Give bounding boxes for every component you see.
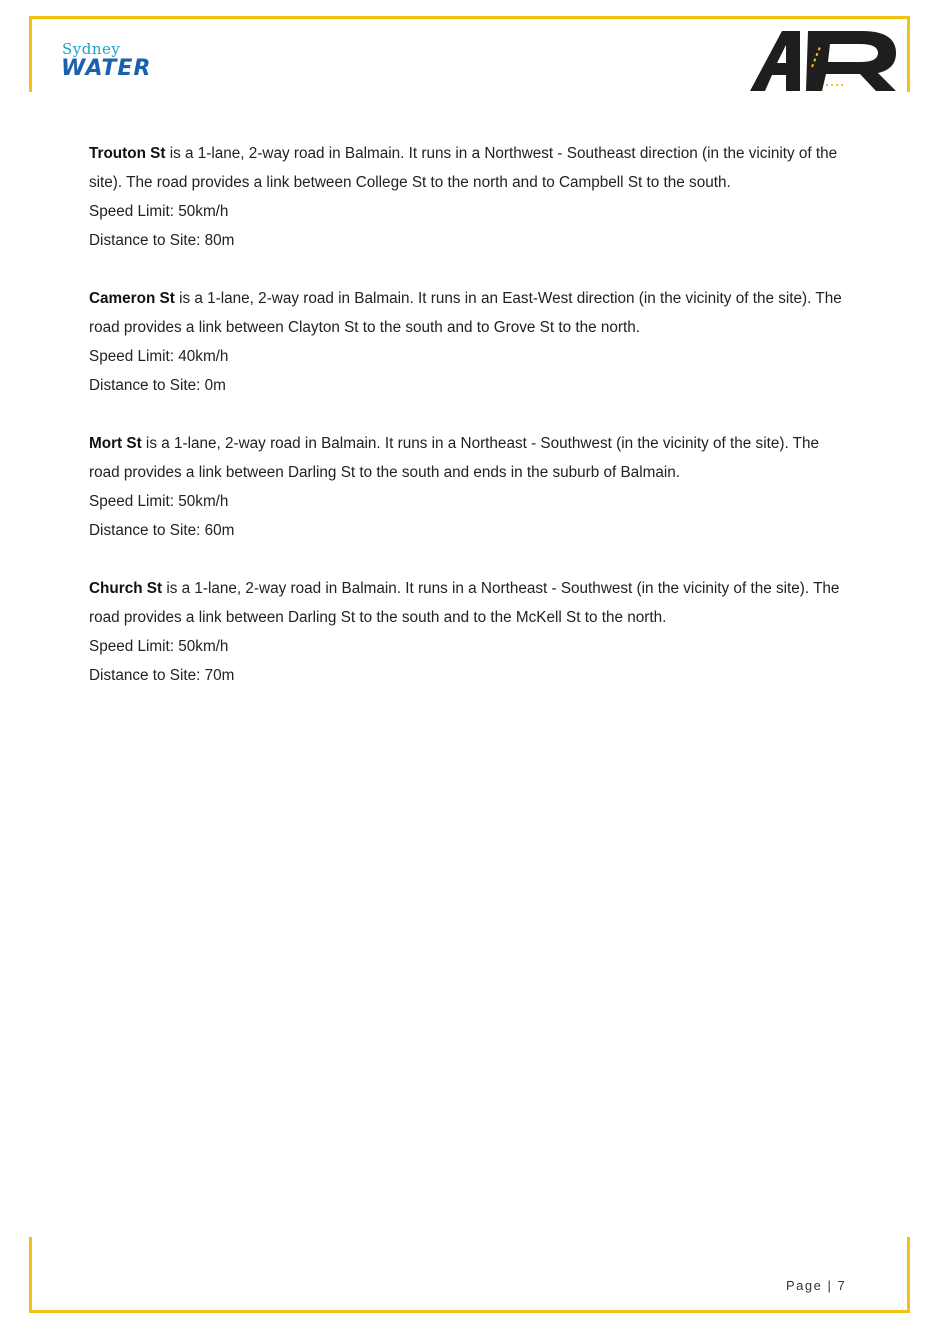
speed-limit: Speed Limit: 40km/h [89,348,229,365]
road-description [89,284,851,342]
logo-sydney-text: Sydney [62,40,121,58]
page-number: Page | 7 [786,1278,847,1293]
road-description-text: is a 1-lane, 2-way road in Balmain. It runs in a Northeast - Southwest (in the vicinity of the site). The road provides a link between Darling St to the south and to the McKell St to the north. [89,580,840,626]
speed-limit: Speed Limit: 50km/h [89,203,229,220]
road-description [89,429,851,487]
speed-limit: Speed Limit: 50km/h [89,638,229,655]
road-name: Trouton St [89,145,166,162]
ar-logo [750,27,900,93]
road-description-text: is a 1-lane, 2-way road in Balmain. It runs in a Northwest - Southeast direction (in the vicinity of the site). The road provides a link between College St to the north and to Campbell St to the south. [89,145,838,191]
footer-frame [29,1237,910,1313]
ar-logo-mark [750,27,900,93]
road-section-cameron [89,284,851,400]
distance-to-site: Distance to Site: 80m [89,232,235,249]
road-section-church [89,574,851,690]
road-description-text: is a 1-lane, 2-way road in Balmain. It runs in a Northeast - Southwest (in the vicinity of the site). The road provides a link between Darling St to the south and ends in the suburb of Balmain. [89,435,820,481]
distance-to-site: Distance to Site: 0m [89,377,226,394]
speed-limit: Speed Limit: 50km/h [89,493,229,510]
distance-to-site: Distance to Site: 70m [89,667,235,684]
road-name: Church St [89,580,163,597]
sydney-water-logo [60,40,170,88]
road-section-trouton [89,139,851,255]
document-body [89,139,851,719]
road-description [89,574,851,632]
road-name: Cameron St [89,290,175,307]
road-description-text: is a 1-lane, 2-way road in Balmain. It runs in an East-West direction (in the vicinity of the site). The road provides a link between Clayton St to the south and to Grove St to the north. [89,290,842,336]
road-name: Mort St [89,435,142,452]
logo-water-text: WATER [61,56,152,81]
road-section-mort [89,429,851,545]
distance-to-site: Distance to Site: 60m [89,522,235,539]
road-description [89,139,851,197]
